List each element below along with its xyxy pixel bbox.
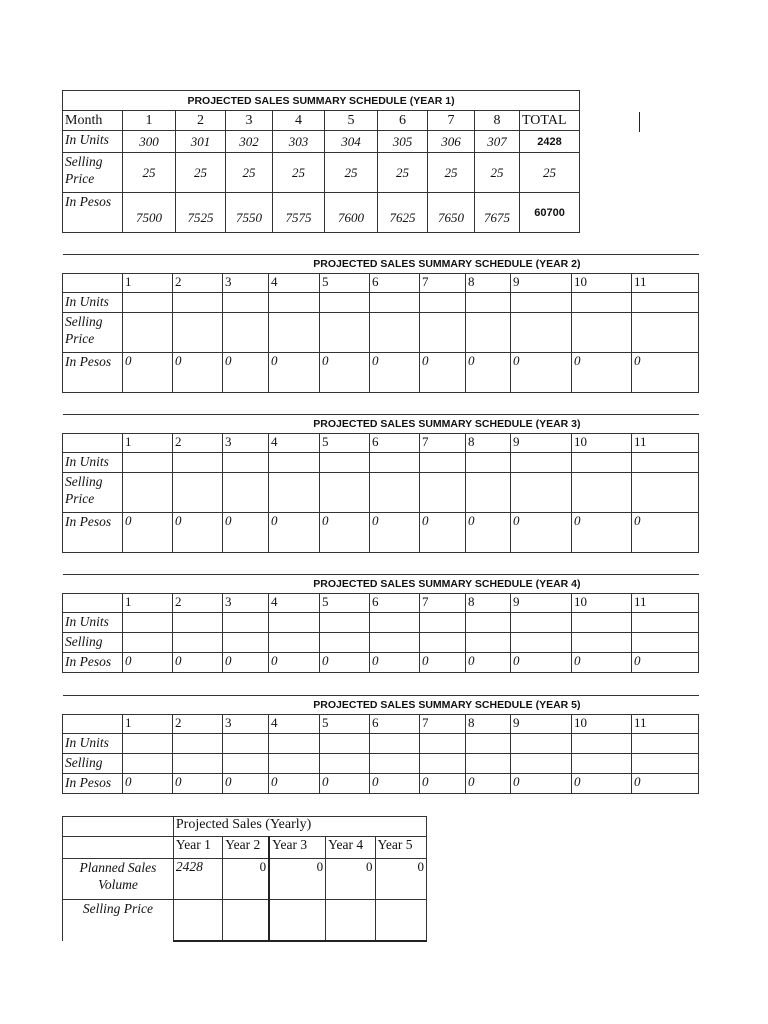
pesos-cell: 0 (466, 653, 511, 673)
pesos-cell: 0 (420, 353, 466, 393)
pesos-cell: 0 (632, 774, 699, 794)
column-header: 2 (173, 594, 223, 613)
price-cell: 25 (428, 153, 475, 193)
units-cell (173, 453, 223, 473)
units-cell (223, 734, 269, 754)
price-cell (123, 313, 173, 353)
price-cell: 25 (226, 153, 273, 193)
column-header: 1 (123, 594, 173, 613)
pesos-cell: 0 (370, 774, 420, 794)
units-cell: 302 (226, 131, 273, 153)
price-cell (320, 633, 370, 653)
units-cell (320, 293, 370, 313)
month-header: 3 (226, 111, 273, 131)
price-cell (370, 473, 420, 513)
column-header: 4 (269, 715, 320, 734)
corner-cell (63, 434, 123, 453)
column-header: 11 (632, 594, 699, 613)
price-cell (123, 754, 173, 774)
pesos-cell: 0 (173, 513, 223, 553)
price-cell (511, 754, 572, 774)
column-header: 3 (223, 434, 269, 453)
column-header: 3 (223, 274, 269, 293)
column-header: 2 (173, 274, 223, 293)
price-cell (420, 633, 466, 653)
units-cell (320, 613, 370, 633)
column-header: 4 (269, 594, 320, 613)
units-cell (572, 453, 632, 473)
price-cell (632, 473, 699, 513)
units-cell (420, 293, 466, 313)
pesos-cell: 7500 (123, 193, 176, 233)
price-cell: 25 (273, 153, 325, 193)
column-header: 5 (320, 715, 370, 734)
column-header: 10 (572, 594, 632, 613)
price-cell (123, 473, 173, 513)
column-header: 1 (123, 434, 173, 453)
units-cell (269, 734, 320, 754)
pesos-cell: 0 (370, 353, 420, 393)
units-cell (223, 293, 269, 313)
pesos-cell: 0 (223, 513, 269, 553)
units-cell (269, 453, 320, 473)
pesos-cell: 0 (123, 653, 173, 673)
pesos-cell: 0 (420, 653, 466, 673)
units-cell (223, 453, 269, 473)
column-header: 5 (320, 274, 370, 293)
price-cell (223, 313, 269, 353)
schedule-title: PROJECTED SALES SUMMARY SCHEDULE (YEAR 5) (63, 696, 699, 715)
pesos-cell: 0 (466, 774, 511, 794)
year-header: Year 2 (223, 837, 269, 859)
column-header: 5 (320, 594, 370, 613)
total-header: TOTAL (520, 111, 580, 131)
units-cell (420, 613, 466, 633)
pesos-cell: 0 (511, 513, 572, 553)
price-cell (511, 473, 572, 513)
units-cell (511, 613, 572, 633)
column-header: 8 (466, 274, 511, 293)
price-cell (511, 633, 572, 653)
pesos-cell: 0 (173, 353, 223, 393)
units-cell (632, 453, 699, 473)
price-cell (320, 754, 370, 774)
pesos-cell: 0 (632, 353, 699, 393)
units-cell (370, 453, 420, 473)
summary-price-cell (375, 900, 427, 941)
pesos-label: In Pesos (63, 513, 123, 553)
schedule-title: PROJECTED SALES SUMMARY SCHEDULE (YEAR 4) (63, 575, 699, 594)
units-cell (632, 293, 699, 313)
price-cell: 25 (176, 153, 226, 193)
price-cell (370, 633, 420, 653)
units-cell (511, 734, 572, 754)
price-cell (572, 754, 632, 774)
units-cell: 304 (325, 131, 378, 153)
units-cell: 301 (176, 131, 226, 153)
units-cell (632, 734, 699, 754)
pesos-cell: 0 (511, 774, 572, 794)
price-label: Selling (63, 754, 123, 774)
column-header: 7 (420, 434, 466, 453)
units-cell (173, 734, 223, 754)
price-cell (223, 633, 269, 653)
price-label: Selling (63, 633, 123, 653)
units-cell (511, 453, 572, 473)
column-header: 10 (572, 715, 632, 734)
units-cell (123, 613, 173, 633)
price-cell (223, 473, 269, 513)
units-cell (572, 613, 632, 633)
pesos-cell: 0 (173, 653, 223, 673)
column-header: 7 (420, 594, 466, 613)
units-cell (572, 293, 632, 313)
column-header: 1 (123, 274, 173, 293)
pesos-cell: 0 (173, 774, 223, 794)
price-cell (173, 473, 223, 513)
units-label: In Units (63, 453, 123, 473)
price-cell (466, 754, 511, 774)
year-header: Year 5 (375, 837, 427, 859)
year1-title: PROJECTED SALES SUMMARY SCHEDULE (YEAR 1) (63, 91, 580, 111)
pesos-cell: 0 (269, 513, 320, 553)
price-cell (370, 313, 420, 353)
units-cell: 303 (273, 131, 325, 153)
pesos-cell: 0 (572, 774, 632, 794)
price-cell (123, 633, 173, 653)
summary-price-cell (269, 900, 325, 941)
pesos-cell: 0 (320, 513, 370, 553)
price-cell (269, 633, 320, 653)
units-cell: 306 (428, 131, 475, 153)
summary-blank (63, 817, 174, 837)
schedule-title: PROJECTED SALES SUMMARY SCHEDULE (YEAR 3) (63, 415, 699, 434)
price-cell (572, 313, 632, 353)
pesos-cell: 7650 (428, 193, 475, 233)
units-cell (420, 734, 466, 754)
column-header: 8 (466, 594, 511, 613)
pesos-cell: 0 (370, 653, 420, 673)
pesos-label: In Pesos (63, 193, 123, 233)
units-cell (223, 613, 269, 633)
year-header: Year 1 (173, 837, 222, 859)
units-cell (320, 453, 370, 473)
units-cell (632, 613, 699, 633)
pesos-cell: 7675 (475, 193, 520, 233)
price-label: Selling Price (63, 153, 123, 193)
units-cell (173, 613, 223, 633)
pesos-cell: 0 (320, 774, 370, 794)
units-cell (370, 293, 420, 313)
month-header: 7 (428, 111, 475, 131)
units-cell (572, 734, 632, 754)
corner-cell (63, 274, 123, 293)
pesos-cell: 0 (420, 774, 466, 794)
price-cell: 25 (378, 153, 428, 193)
column-header: 7 (420, 274, 466, 293)
pesos-cell: 0 (466, 353, 511, 393)
pesos-cell: 0 (123, 513, 173, 553)
price-cell (420, 754, 466, 774)
volume-cell: 0 (223, 859, 269, 900)
price-cell (173, 754, 223, 774)
column-header: 1 (123, 715, 173, 734)
units-total: 2428 (520, 131, 580, 153)
year4-schedule-table (62, 574, 699, 673)
column-header: 9 (511, 594, 572, 613)
price-cell (370, 754, 420, 774)
price-cell (572, 633, 632, 653)
price-cell (269, 754, 320, 774)
units-cell (123, 734, 173, 754)
column-header: 2 (173, 434, 223, 453)
price-cell: 25 (325, 153, 378, 193)
pesos-cell: 7525 (176, 193, 226, 233)
pesos-cell: 0 (632, 653, 699, 673)
units-cell: 305 (378, 131, 428, 153)
column-header: 6 (370, 434, 420, 453)
column-header: 7 (420, 715, 466, 734)
units-cell (173, 293, 223, 313)
units-label: In Units (63, 293, 123, 313)
pesos-cell: 0 (223, 353, 269, 393)
pesos-cell: 0 (572, 513, 632, 553)
units-cell (123, 453, 173, 473)
year1-schedule-table (62, 90, 580, 233)
price-cell (320, 473, 370, 513)
price-cell (466, 313, 511, 353)
pesos-cell: 0 (466, 513, 511, 553)
column-header: 6 (370, 715, 420, 734)
column-header: 8 (466, 434, 511, 453)
column-header: 5 (320, 434, 370, 453)
text-cursor (639, 112, 640, 132)
pesos-cell: 7600 (325, 193, 378, 233)
year5-schedule-table (62, 695, 699, 794)
pesos-cell: 0 (320, 653, 370, 673)
volume-cell: 0 (326, 859, 375, 900)
pesos-total: 60700 (520, 193, 580, 233)
summary-price-label: Selling Price (63, 900, 174, 941)
yearly-summary-table (62, 816, 427, 942)
price-cell (632, 754, 699, 774)
units-cell (466, 293, 511, 313)
month-header: 8 (475, 111, 520, 131)
year-header: Year 3 (269, 837, 325, 859)
year-header: Year 4 (326, 837, 375, 859)
pesos-cell: 0 (370, 513, 420, 553)
units-cell: 307 (475, 131, 520, 153)
price-label: Selling Price (63, 313, 123, 353)
units-cell (466, 734, 511, 754)
units-label: In Units (63, 613, 123, 633)
units-label: In Units (63, 131, 123, 153)
units-cell: 300 (123, 131, 176, 153)
volume-label: Planned Sales Volume (63, 859, 174, 900)
volume-cell: 2428 (173, 859, 222, 900)
units-cell (466, 453, 511, 473)
column-header: 3 (223, 715, 269, 734)
summary-price-cell (326, 900, 375, 941)
pesos-label: In Pesos (63, 653, 123, 673)
units-cell (320, 734, 370, 754)
units-cell (123, 293, 173, 313)
pesos-cell: 7550 (226, 193, 273, 233)
pesos-cell: 0 (572, 353, 632, 393)
pesos-cell: 0 (269, 653, 320, 673)
summary-blank (63, 837, 174, 859)
month-label: Month (63, 111, 123, 131)
column-header: 9 (511, 434, 572, 453)
column-header: 11 (632, 434, 699, 453)
price-cell (572, 473, 632, 513)
column-header: 6 (370, 274, 420, 293)
summary-price-cell (173, 900, 222, 941)
column-header: 9 (511, 715, 572, 734)
price-cell (511, 313, 572, 353)
column-header: 11 (632, 715, 699, 734)
units-cell (511, 293, 572, 313)
pesos-cell: 0 (269, 774, 320, 794)
year2-schedule-table (62, 254, 699, 393)
price-cell (173, 633, 223, 653)
corner-cell (63, 715, 123, 734)
month-header: 2 (176, 111, 226, 131)
pesos-cell: 0 (320, 353, 370, 393)
pesos-cell: 0 (269, 353, 320, 393)
pesos-cell: 0 (123, 353, 173, 393)
summary-price-cell (223, 900, 269, 941)
volume-cell: 0 (375, 859, 427, 900)
price-cell (466, 473, 511, 513)
column-header: 4 (269, 274, 320, 293)
column-header: 8 (466, 715, 511, 734)
column-header: 3 (223, 594, 269, 613)
month-header: 1 (123, 111, 176, 131)
price-cell (420, 313, 466, 353)
units-cell (269, 613, 320, 633)
volume-cell: 0 (269, 859, 325, 900)
price-cell: 25 (123, 153, 176, 193)
pesos-cell: 0 (572, 653, 632, 673)
column-header: 9 (511, 274, 572, 293)
price-cell (466, 633, 511, 653)
month-header: 5 (325, 111, 378, 131)
pesos-cell: 0 (420, 513, 466, 553)
pesos-cell: 0 (632, 513, 699, 553)
units-cell (370, 613, 420, 633)
pesos-cell: 0 (223, 653, 269, 673)
price-total: 25 (520, 153, 580, 193)
column-header: 4 (269, 434, 320, 453)
pesos-cell: 0 (223, 774, 269, 794)
month-header: 4 (273, 111, 325, 131)
price-cell (269, 473, 320, 513)
price-cell (320, 313, 370, 353)
price-cell (223, 754, 269, 774)
price-cell (632, 633, 699, 653)
pesos-label: In Pesos (63, 774, 123, 794)
schedule-title: PROJECTED SALES SUMMARY SCHEDULE (YEAR 2) (63, 255, 699, 274)
units-cell (466, 613, 511, 633)
column-header: 11 (632, 274, 699, 293)
summary-title: Projected Sales (Yearly) (173, 817, 426, 837)
units-label: In Units (63, 734, 123, 754)
pesos-cell: 7575 (273, 193, 325, 233)
units-cell (370, 734, 420, 754)
price-cell (269, 313, 320, 353)
column-header: 6 (370, 594, 420, 613)
month-header: 6 (378, 111, 428, 131)
price-cell (420, 473, 466, 513)
units-cell (420, 453, 466, 473)
price-cell (632, 313, 699, 353)
pesos-cell: 0 (123, 774, 173, 794)
price-label: Selling Price (63, 473, 123, 513)
column-header: 2 (173, 715, 223, 734)
price-cell: 25 (475, 153, 520, 193)
price-cell (173, 313, 223, 353)
pesos-label: In Pesos (63, 353, 123, 393)
corner-cell (63, 594, 123, 613)
year3-schedule-table (62, 414, 699, 553)
pesos-cell: 0 (511, 653, 572, 673)
column-header: 10 (572, 274, 632, 293)
pesos-cell: 7625 (378, 193, 428, 233)
column-header: 10 (572, 434, 632, 453)
pesos-cell: 0 (511, 353, 572, 393)
units-cell (269, 293, 320, 313)
